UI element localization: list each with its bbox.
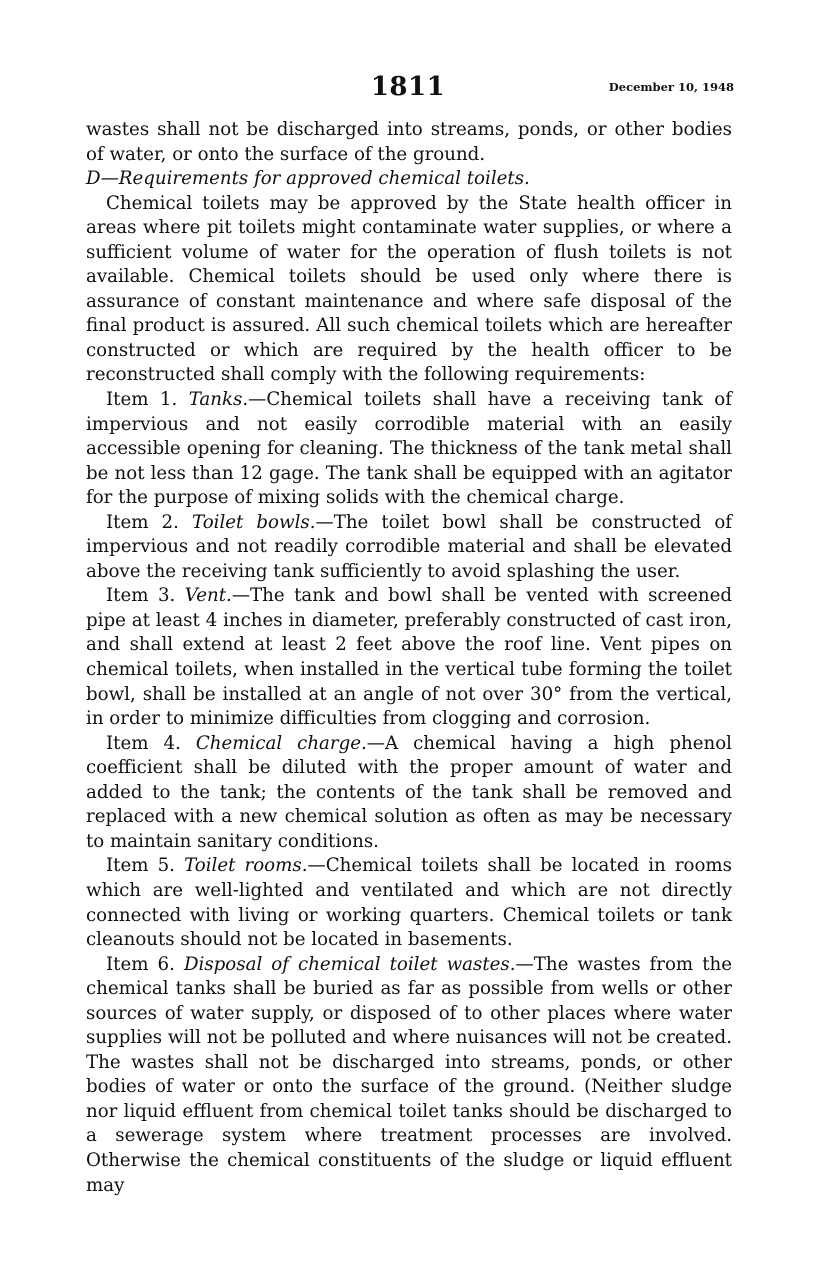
item-label: Item 3. [106,585,176,607]
page-date: December 10, 1948 [608,80,734,94]
item-text: —Chemical toilets shall have a receiving tank of impervious and not easily corrodible material with an easily accessible opening for cleaning. The thickness of the tank metal shall be not less than 12 gage. The tank shall be equipped with an agitator for the purpose of mixing solids with the chemical charge. [86,389,732,509]
item-title: Disposal of chemical toilet wastes. [183,953,516,975]
item-paragraph [86,388,732,511]
item-text: —A chemical having a high phenol coefficient shall be diluted with the proper amount of water and added to the tank; the contents of the tank shall be removed and replaced with a new chemical solution as often as may be necessary to maintain sanitary conditions. [86,732,732,852]
item-text: —The wastes from the chemical tanks shall be buried as far as possible from wells or other sources of water supply, or disposed of to other places where water supplies will not be polluted and where nuisances will not be created. The wastes shall not be discharged into streams, ponds, or other bodies of water or onto the surface of the ground. (Neither sludge nor liquid effluent from chemical toilet tanks should be discharged to a sewerage system where treatment processes are involved. Otherwise the chemical constituents of the sludge or liquid effluent may [86,953,732,1196]
item-paragraph [86,732,732,855]
item-text: —The toilet bowl shall be constructed of impervious and not readily corrodible material and shall be elevated above the receiving tank sufficiently to avoid splashing the user. [86,511,732,582]
item-title: Toilet bowls. [191,511,316,533]
item-text: —Chemical toilets shall be located in rooms which are well-lighted and ventilated and which are not directly connected with living or working quarters. Chemical toilets or tank cleanouts should not be located in basements. [86,855,733,951]
item-paragraph [86,511,732,585]
item-title: Vent. [184,585,232,607]
item-title: Chemical charge. [195,732,367,754]
item-label: Item 2. [106,511,179,533]
item-title: Toilet rooms. [184,855,308,877]
item-text: —The tank and bowl shall be vented with screened pipe at least 4 inches in diameter, preferably constructed of cast iron, and shall extend at least 2 feet above the roof line. Vent pipes on chemical toilets, when installed in the vertical tube forming the toilet bowl, shall be installed at an angle of not over 30° from the vertical, in order to minimize difficulties from clogging and corrosion. [86,585,732,730]
continuation-paragraph: wastes shall not be discharged into streams, ponds, or other bodies of water, or onto the surface of the ground. [86,119,732,165]
item-label: Item 4. [106,732,181,754]
item-paragraph [86,584,732,731]
section-heading: D—Requirements for approved chemical toilets. [86,168,530,190]
item-label: Item 5. [106,855,175,877]
item-label: Item 6. [106,953,175,975]
item-label: Item 1. [106,389,178,411]
item-title: Tanks. [188,389,249,411]
document-body [86,118,732,1198]
item-paragraph [86,854,732,952]
page-number: 1811 [370,72,446,102]
intro-paragraph: Chemical toilets may be approved by the State health officer in areas where pit toilets might contaminate water supplies, or where a sufficient volume of water for the operation of flush toilets is not available. Chemical toilets should be used only where there is assurance of constant maintenance and where safe disposal of the final product is assured. All such chemical toilets which are hereafter constructed or which are required by the health officer to be reconstructed shall comply with the following requirements: [86,192,732,386]
item-paragraph [86,953,732,1198]
